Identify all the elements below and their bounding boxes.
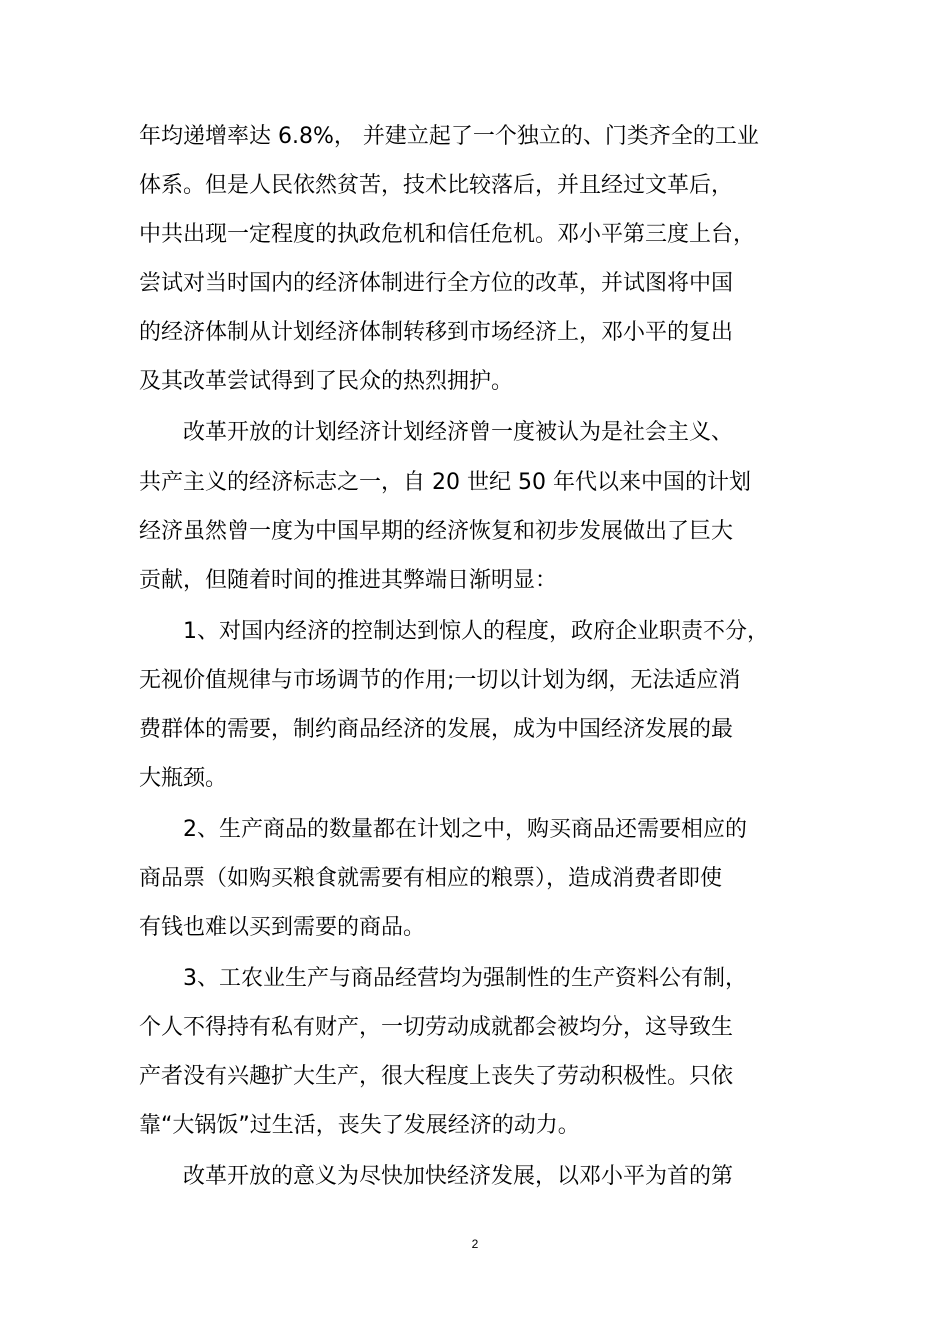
- text-line: 经济虽然曾一度为中国早期的经济恢复和初步发展做出了巨大: [139, 519, 734, 544]
- list-item-1-line: 1、对国内经济的控制达到惊人的程度，政府企业职责不分，: [183, 619, 769, 644]
- text-line: 产者没有兴趣扩大生产，很大程度上丧失了劳动积极性。只依: [139, 1064, 734, 1089]
- paragraph-first-line: 改革开放的计划经济计划经济曾一度被认为是社会主义、: [183, 420, 734, 445]
- text-line: 尝试对当时国内的经济体制进行全方位的改革，并试图将中国: [139, 271, 734, 296]
- text-line: 费群体的需要，制约商品经济的发展，成为中国经济发展的最: [139, 717, 734, 742]
- text-line: 体系。但是人民依然贫苦，技术比较落后，并且经过文革后，: [139, 173, 734, 198]
- page-number: 2: [471, 1237, 479, 1251]
- text-line: 贡献，但随着时间的推进其弊端日渐明显：: [139, 568, 558, 593]
- text-line: 共产主义的经济标志之一，自 20 世纪 50 年代以来中国的计划: [139, 470, 751, 495]
- text-line: 及其改革尝试得到了民众的热烈拥护。: [139, 369, 514, 394]
- text-line: 中共出现一定程度的执政危机和信任危机。邓小平第三度上台，: [139, 222, 756, 247]
- list-item-3-line: 3、工农业生产与商品经营均为强制性的生产资料公有制，: [183, 966, 747, 991]
- text-line: 的经济体制从计划经济体制转移到市场经济上，邓小平的复出: [139, 320, 734, 345]
- text-line: 个人不得持有私有财产，一切劳动成就都会被均分，这导致生: [139, 1015, 734, 1040]
- paragraph-first-line: 改革开放的意义为尽快加快经济发展，以邓小平为首的第: [183, 1164, 734, 1189]
- text-line: 商品票（如购买粮食就需要有相应的粮票），造成消费者即使: [139, 866, 723, 891]
- text-line: 靠“大锅饭”过生活，丧失了发展经济的动力。: [139, 1113, 580, 1138]
- text-line: 年均递增率达 6.8%， 并建立起了一个独立的、门类齐全的工业: [139, 124, 759, 149]
- text-line: 有钱也难以买到需要的商品。: [139, 915, 426, 940]
- text-line: 大瓶颈。: [139, 766, 228, 791]
- list-item-2-line: 2、生产商品的数量都在计划之中，购买商品还需要相应的: [183, 817, 747, 842]
- text-line: 无视价值规律与市场调节的作用;一切以计划为纲，无法适应消: [139, 668, 741, 693]
